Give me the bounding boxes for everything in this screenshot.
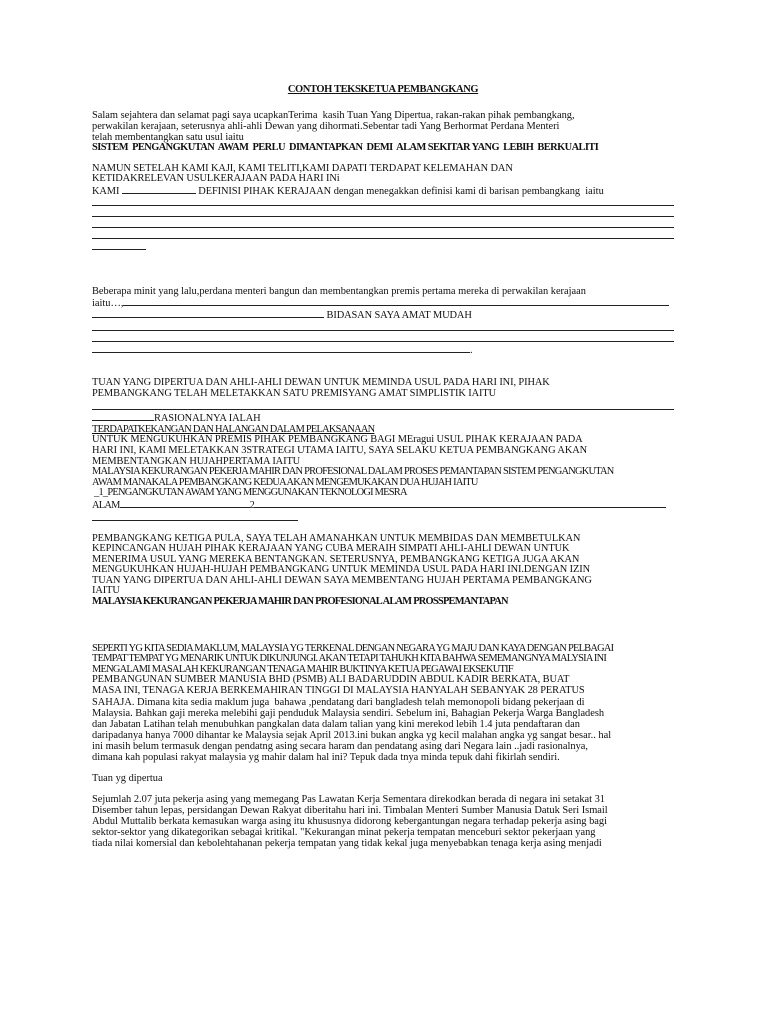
point-one-line: _1_PENGANGKUTAN AWAM YANG MENGGUNAKAN TEKNOLOGI MESRA bbox=[94, 488, 407, 499]
blank-line bbox=[122, 185, 196, 194]
text-line: PEMBANGKANG TELAH MELETAKKAN SATU PREMISYANG AMAT SIMPLISTIK IAITU bbox=[92, 388, 497, 399]
text-line: MEMBENTANGKAN HUJAHPERTAMA IAITU bbox=[92, 456, 301, 467]
blank-line bbox=[92, 512, 298, 523]
blank-line bbox=[254, 499, 666, 508]
text-line: Beberapa minit yang lalu,perdana menteri bangun dan membentangkan premis pertama mereka di perwakilan kerajaan bbox=[92, 286, 586, 298]
text-line: AWAM MANAKALA PEMBANGKANG KEDUA AKAN MENGEMUKAKAN DUA HUJAH IAITU bbox=[92, 477, 478, 488]
argument-paragraph bbox=[92, 644, 674, 763]
text-line: TUAN YANG DIPERTUA DAN AHLI-AHLI DEWAN UNTUK MEMINDA USUL PADA HARI INI, PIHAK bbox=[92, 377, 550, 388]
text-line: SAHAJA. Dimana kita sedia maklum juga bahawa ,pendatang dari bangladesh telah memonopoli bidang pekerjaan di bbox=[92, 696, 585, 708]
foreign-worker-paragraph bbox=[92, 794, 674, 849]
text-line: Disember tahun lepas, persidangan Dewan Rakyat diberitahu hari ini. Timbalan Menteri Sumber Manusia Datuk Seri Ismail bbox=[92, 804, 608, 816]
text-line: Sejumlah 2.07 juta pekerja asing yang memegang Pas Lawatan Kerja Sementara direkodkan berada di negara ini setakat 31 bbox=[92, 793, 605, 805]
text-line: PEMBANGUNAN SUMBER MANUSIA BHD (PSMB) ALI BADARUDDIN ABDUL KADIR BERKATA, BUAT bbox=[92, 675, 570, 686]
motion-heading: SISTEM PENGANGKUTAN AWAM PERLU DIMANTAPKAN DEMI ALAM SEKITAR YANG LEBIH BERKUALITI bbox=[92, 143, 599, 153]
text-definisi: DEFINISI PIHAK KERAJAAN bbox=[195, 185, 332, 197]
text-line: MENGALAMI MASALAH KEKURANGAN TENAGA MAHIR BUKTINYA KETUA PEGAWAI EKSEKUTIF bbox=[92, 664, 513, 675]
blank-line bbox=[92, 412, 154, 421]
blank-line bbox=[123, 297, 669, 306]
text-line: TUAN YANG DIPERTUA DAN AHLI-AHLI DEWAN SAYA MEMBENTANG HUJAH PERTAMA PEMBANGKANG bbox=[92, 575, 592, 586]
blank-line bbox=[92, 344, 470, 353]
text-two: 2 bbox=[249, 499, 255, 511]
premise-paragraph bbox=[92, 286, 674, 356]
iaitu-line bbox=[92, 297, 674, 309]
blank-line bbox=[92, 208, 674, 219]
text-line: MASA INI, TENAGA KERJA BERKEMAHIRAN TINGGI DI MALAYSIA HANYALAH SEBANYAK 28 PERATUS bbox=[92, 686, 585, 697]
text-line: sektor-sektor yang dikategorikan sebagai kritikal. "Kekurangan minat pekerja tempatan menceburi sektor pekerjaan yang bbox=[92, 826, 596, 838]
text-line: Salam sejahtera dan selamat pagi saya ucapkanTerima kasih Tuan Yang Dipertua, rakan-rakan pihak pembangkang, bbox=[92, 110, 575, 121]
text-line: telah membentangkan satu usul iaitu bbox=[92, 132, 244, 143]
greeting-paragraph bbox=[92, 110, 674, 143]
blank-line bbox=[92, 401, 674, 412]
text-line: MENERIMA USUL YANG MEREKA BENTANGKAN. SETERUSNYA, PEMBANGKANG KETIGA JUGA AKAN bbox=[92, 554, 580, 565]
objection-paragraph bbox=[92, 164, 674, 253]
text-line: HARI INI, KAMI MELETAKKAN 3STRATEGI UTAMA IAITU, SAYA SELAKU KETUA PEMBANGKANG AKAN bbox=[92, 445, 588, 456]
text-line: Malaysia. Bahkan gaji mereka melebihi gaji penduduk Malaysia sendiri. Sebelum ini, Bahagian Pekerja Warga Bangladesh bbox=[92, 707, 605, 719]
text-dot: . bbox=[470, 344, 473, 356]
blank-line bbox=[92, 309, 324, 318]
text-line: UNTUK MENGUKUHKAN PREMIS PIHAK PEMBANGKANG BAGI MEragui USUL PIHAK KERAJAAN PADA bbox=[92, 435, 583, 446]
blank-line bbox=[92, 241, 146, 252]
document-page bbox=[92, 84, 674, 849]
text-line: tiada nilai komersial dan kebolehtahanan pekerja tempatan yang tidak kekal juga menyebabkan tenaga kerja asing menjadi bbox=[92, 837, 602, 849]
definition-line bbox=[92, 185, 674, 198]
text-definisi-rest: dengan menegakkan definisi kami di barisan pembangkang iaitu bbox=[331, 185, 604, 197]
third-speaker-paragraph bbox=[92, 534, 674, 598]
text-line: dimana kah populasi rakyat malaysia yg mahir dalam hal ini? Tepuk dada tnya minda tepuk dahi fikirlah sendiri. bbox=[92, 751, 560, 763]
text-line: SEPERTI YG KITA SEDIA MAKLUM, MALAYSIA YG TERKENAL DENGAN NEGARA YG MAJU DAN KAYA DENGAN PELBAGAI bbox=[92, 643, 614, 654]
text-line: KETIDAKRELEVAN USULKERAJAAN PADA HARI INi bbox=[92, 174, 340, 185]
address-line: Tuan yg dipertua bbox=[92, 772, 163, 784]
constraint-line: TERDAPATKEKANGAN DAN HALANGAN DALAM PELAKSANAAN bbox=[92, 424, 375, 435]
text-line: Abdul Muttalib berkata kemasukan warga asing itu khususnya didorong kebergantungan negara terhadap pekerja asing bagi bbox=[92, 815, 607, 827]
text-kami: KAMI bbox=[92, 185, 122, 197]
text-alam: ALAM bbox=[92, 499, 120, 511]
blank-line bbox=[92, 219, 674, 230]
text-bidasan: BIDASAN SAYA AMAT MUDAH bbox=[324, 310, 472, 322]
simplistic-paragraph bbox=[92, 378, 674, 523]
text-line: NAMUN SETELAH KAMI KAJI, KAMI TELITI,KAMI DAPATI TERDAPAT KELEMAHAN DAN bbox=[92, 163, 513, 174]
text-line: TEMPAT TEMPAT YG MENARIK UNTUK DIKUNJUNGI. AKAN TETAPI TAHUKH KITA BAHWA SEMEMANGNYA MALYSIA INI bbox=[92, 654, 607, 665]
blank-line bbox=[92, 322, 674, 333]
text-line: dan Jabatan Latihan telah menubuhkan pangkalan data dalam talian yang kini merekod lebih 1.4 juta pendaftaran dan bbox=[92, 718, 580, 730]
first-argument-heading: MALAYSIA KEKURANGAN PEKERJA MAHIR DAN PROFESIONAL ALAM PROSSPEMANTAPAN bbox=[92, 597, 508, 608]
blank-line bbox=[92, 197, 674, 208]
alam-line bbox=[92, 499, 674, 512]
text-line: MALAYSIA KEKURANGAN PEKERJA MAHIR DAN PROFESIONAL DALAM PROSES PEMANTAPAN SISTEM PENGANGKUTAN bbox=[92, 467, 614, 478]
bidasan-line bbox=[92, 309, 674, 322]
rasional-line bbox=[92, 412, 674, 425]
text-rasional: RASIONALNYA IALAH bbox=[154, 413, 261, 425]
text-line: perwakilan kerajaan, seterusnya ahli-ahli Dewan yang dihormati.Sebentar tadi Yang Berhormat Perdana Menteri bbox=[92, 121, 560, 132]
text-iaitu: iaitu…, bbox=[92, 298, 124, 310]
text-line: PEMBANGKANG KETIGA PULA, SAYA TELAH AMANAHKAN UNTUK MEMBIDAS DAN MEMBETULKAN bbox=[92, 533, 581, 544]
document-title: CONTOH TEKSKETUA PEMBANGKANG bbox=[287, 84, 479, 95]
dot-line bbox=[92, 344, 674, 356]
text-line: ini masih belum termasuk dengan pendatng asing secara haram dan pendatang asing dari Negara lain ..jadi rasionalnya, bbox=[92, 740, 588, 752]
text-line: KEPINCANGAN HUJAH PIHAK KERAJAAN YANG CUBA MERAIH SIMPATI AHLI-AHLI DEWAN UNTUK bbox=[92, 544, 570, 555]
blank-line bbox=[120, 499, 250, 508]
blank-line bbox=[92, 230, 674, 241]
text-line: IAITU bbox=[92, 586, 120, 597]
blank-line bbox=[92, 333, 674, 344]
text-line: MENGUKUHKAN HUJAH-HUJAH PEMBANGKANG UNTUK MEMINDA USUL PADA HARI INI.DENGAN IZIN bbox=[92, 565, 591, 576]
text-line: daripadanya hanya 7000 dihantar ke Malaysia sejak April 2013.ini bukan angka yg kecil malahan angka yg sangat besar.. hal bbox=[92, 729, 612, 741]
